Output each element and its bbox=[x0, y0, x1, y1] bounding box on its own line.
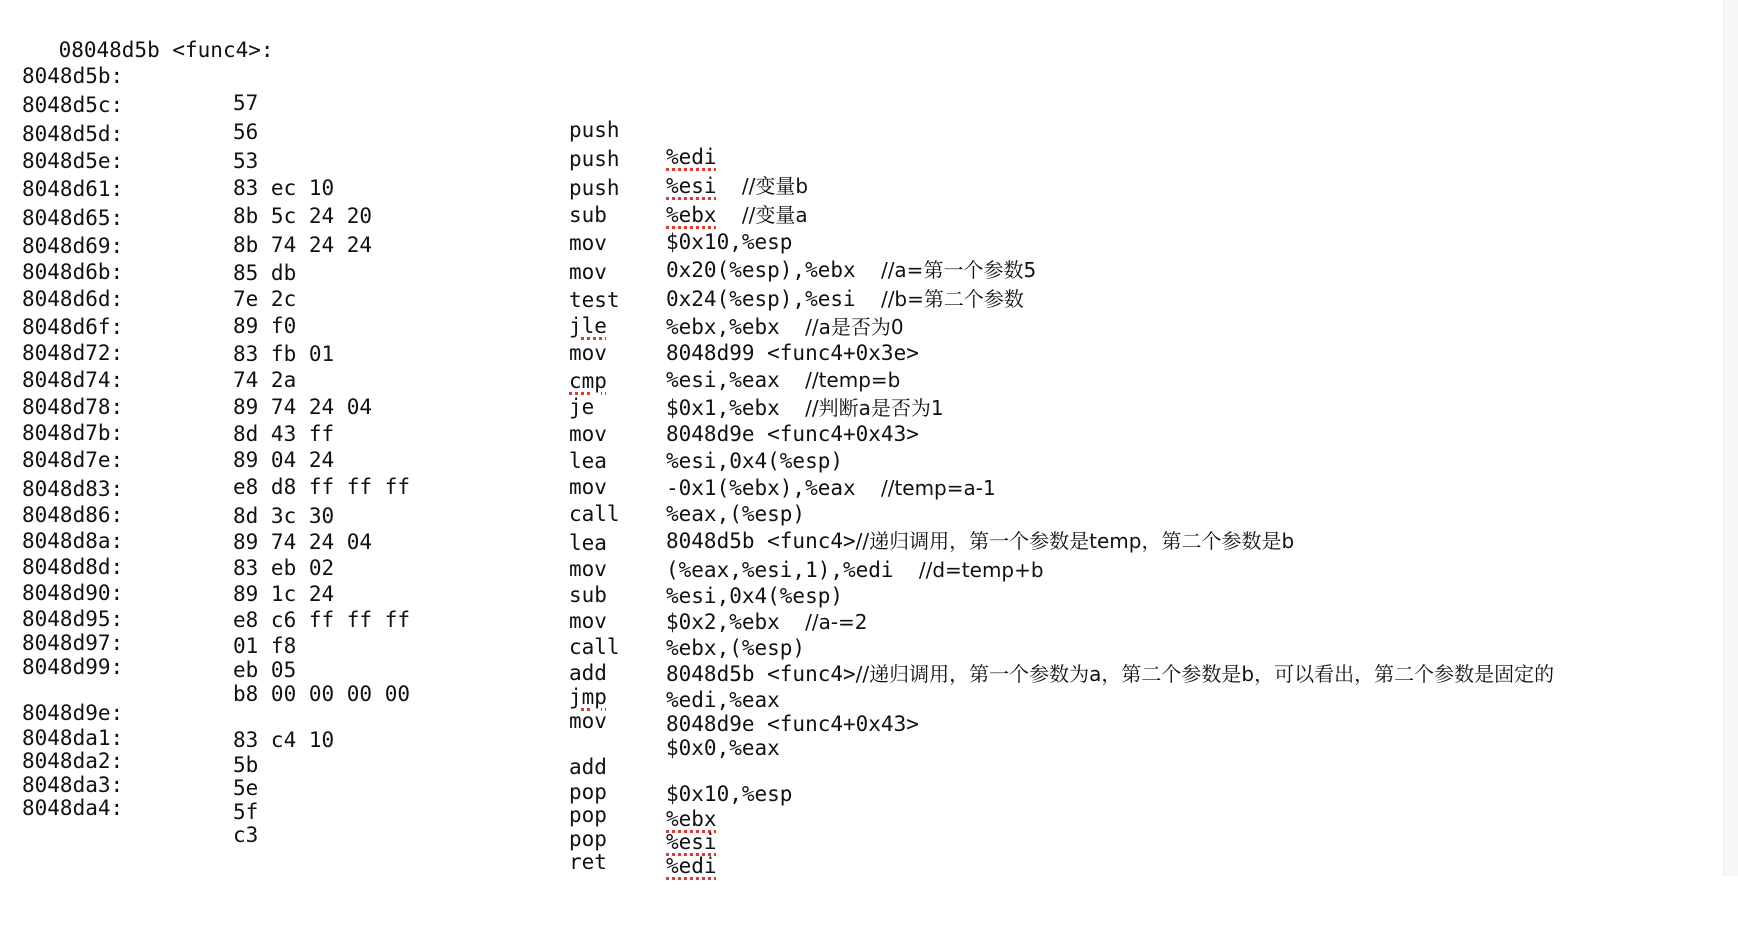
line-operands bbox=[666, 735, 780, 762]
line-address: 8048d65: bbox=[22, 206, 124, 230]
line-address: 8048d72: bbox=[22, 341, 124, 365]
line-bytes: 89 04 24 bbox=[233, 448, 335, 472]
line-mnemonic: pop bbox=[569, 780, 607, 804]
line-address: 8048d7b: bbox=[22, 421, 124, 445]
line-operands bbox=[666, 340, 919, 367]
line-operands bbox=[666, 583, 843, 610]
line-operands bbox=[666, 229, 792, 256]
line-comment: //变量b bbox=[741, 174, 809, 198]
operand-text: 8048d9e <func4+0x43> bbox=[666, 422, 919, 446]
operand-text: $0x1,%ebx bbox=[666, 396, 780, 420]
operand-text: $0x0,%eax bbox=[666, 736, 780, 760]
line-address: 8048d7e: bbox=[22, 448, 124, 472]
line-operands bbox=[666, 395, 944, 422]
line-mnemonic: mov bbox=[569, 260, 607, 284]
operand-text: %esi,0x4(%esp) bbox=[666, 584, 844, 608]
operand-text: $0x2,%ebx bbox=[666, 610, 780, 634]
line-mnemonic: test bbox=[569, 288, 620, 312]
line-comment: //b=第二个参数 bbox=[880, 287, 1024, 311]
line-address: 8048da2: bbox=[22, 749, 124, 773]
line-mnemonic: sub bbox=[569, 583, 607, 607]
line-address: 8048d9e: bbox=[22, 701, 124, 725]
line-bytes: 89 74 24 04 bbox=[233, 530, 373, 554]
operand-text: %ebx,%ebx bbox=[666, 315, 780, 339]
line-mnemonic: push bbox=[569, 118, 620, 142]
line-mnemonic: jle bbox=[569, 314, 607, 338]
line-comment: //判断a是否为1 bbox=[805, 396, 944, 420]
operand-text: 8048d99 <func4+0x3e> bbox=[666, 341, 919, 365]
line-bytes: b8 00 00 00 00 bbox=[233, 682, 411, 706]
line-bytes: 89 1c 24 bbox=[233, 582, 335, 606]
line-address: 8048d6f: bbox=[22, 315, 124, 339]
line-comment: //temp=a-1 bbox=[880, 476, 996, 500]
line-bytes: 8b 5c 24 20 bbox=[233, 204, 373, 228]
line-bytes: 7e 2c bbox=[233, 287, 297, 311]
line-operands bbox=[666, 661, 1554, 688]
line-mnemonic: mov bbox=[569, 422, 607, 446]
line-mnemonic: call bbox=[569, 635, 620, 659]
line-address: 8048d61: bbox=[22, 177, 124, 201]
line-mnemonic: pop bbox=[569, 803, 607, 827]
line-comment: //a-=2 bbox=[805, 610, 868, 634]
operand-text: -0x1(%ebx),%eax bbox=[666, 476, 856, 500]
operand-text: %ebx bbox=[666, 203, 717, 227]
line-address: 8048d69: bbox=[22, 234, 124, 258]
line-address: 8048d97: bbox=[22, 631, 124, 655]
line-operands bbox=[666, 286, 1024, 313]
line-bytes: 53 bbox=[233, 149, 259, 173]
operand-text: $0x10,%esp bbox=[666, 782, 793, 806]
line-bytes: 57 bbox=[233, 91, 259, 115]
line-mnemonic: push bbox=[569, 176, 620, 200]
line-address: 8048d99: bbox=[22, 655, 124, 679]
operand-text: %edi bbox=[666, 854, 717, 878]
operand-text: %esi bbox=[666, 174, 717, 198]
line-address: 8048d5b: bbox=[22, 64, 124, 88]
line-mnemonic: pop bbox=[569, 827, 607, 851]
operand-text: 0x24(%esp),%esi bbox=[666, 287, 856, 311]
line-operands bbox=[666, 557, 1044, 584]
line-bytes: 5f bbox=[233, 800, 259, 824]
line-address: 8048d8d: bbox=[22, 555, 124, 579]
line-address: 8048d8a: bbox=[22, 529, 124, 553]
line-operands bbox=[666, 711, 919, 738]
operand-text: %ebx bbox=[666, 807, 717, 831]
line-mnemonic: mov bbox=[569, 557, 607, 581]
line-address: 8048d86: bbox=[22, 503, 124, 527]
line-mnemonic: call bbox=[569, 502, 620, 526]
line-address: 8048d90: bbox=[22, 581, 124, 605]
line-mnemonic: cmp bbox=[569, 369, 607, 393]
line-operands bbox=[666, 144, 717, 171]
line-operands bbox=[666, 448, 843, 475]
header-text: 08048d5b <func4>: bbox=[58, 38, 274, 62]
line-address: 8048d95: bbox=[22, 607, 124, 631]
operand-text: %esi bbox=[666, 830, 717, 854]
operand-text: %edi bbox=[666, 145, 717, 169]
line-mnemonic: lea bbox=[569, 449, 607, 473]
line-address: 8048d5d: bbox=[22, 122, 124, 146]
line-address: 8048da3: bbox=[22, 773, 124, 797]
line-mnemonic: mov bbox=[569, 231, 607, 255]
line-mnemonic: je bbox=[569, 395, 595, 419]
line-bytes: 56 bbox=[233, 120, 259, 144]
line-address: 8048da1: bbox=[22, 726, 124, 750]
line-operands bbox=[666, 829, 717, 856]
line-comment: //a是否为0 bbox=[805, 315, 904, 339]
line-mnemonic: add bbox=[569, 755, 607, 779]
line-operands bbox=[666, 635, 805, 662]
line-bytes: 5b bbox=[233, 753, 259, 777]
line-bytes: 83 fb 01 bbox=[233, 342, 335, 366]
operand-text: %esi,%eax bbox=[666, 368, 780, 392]
line-bytes: e8 d8 ff ff ff bbox=[233, 475, 411, 499]
line-bytes: 83 c4 10 bbox=[233, 728, 335, 752]
line-mnemonic: sub bbox=[569, 203, 607, 227]
line-comment: //递归调用，第一个参数为a，第二个参数是b，可以看出，第二个参数是固定的 bbox=[855, 662, 1555, 686]
line-mnemonic: lea bbox=[569, 531, 607, 555]
line-mnemonic: mov bbox=[569, 475, 607, 499]
line-address: 8048d5e: bbox=[22, 149, 124, 173]
line-mnemonic: add bbox=[569, 661, 607, 685]
vertical-scrollbar[interactable] bbox=[1723, 0, 1738, 876]
line-operands bbox=[666, 202, 808, 229]
line-address: 8048d83: bbox=[22, 477, 124, 501]
line-operands bbox=[666, 501, 805, 528]
line-operands bbox=[666, 314, 904, 341]
line-bytes: 89 f0 bbox=[233, 314, 297, 338]
line-bytes: 5e bbox=[233, 776, 259, 800]
operand-text: 8048d5b <func4> bbox=[666, 529, 856, 553]
line-bytes: 01 f8 bbox=[233, 634, 297, 658]
line-comment: //变量a bbox=[741, 203, 808, 227]
line-operands bbox=[666, 173, 808, 200]
line-mnemonic: ret bbox=[569, 850, 607, 874]
line-bytes: 8b 74 24 24 bbox=[233, 233, 373, 257]
operand-text: %esi,0x4(%esp) bbox=[666, 449, 844, 473]
operand-text: 8048d9e <func4+0x43> bbox=[666, 712, 919, 736]
line-bytes: 89 74 24 04 bbox=[233, 395, 373, 419]
line-address: 8048d6d: bbox=[22, 287, 124, 311]
line-operands bbox=[666, 687, 780, 714]
operand-text: $0x10,%esp bbox=[666, 230, 793, 254]
line-bytes: eb 05 bbox=[233, 658, 297, 682]
line-mnemonic: push bbox=[569, 147, 620, 171]
operand-text: 8048d5b <func4> bbox=[666, 662, 856, 686]
line-bytes: 8d 3c 30 bbox=[233, 504, 335, 528]
line-address: 8048da4: bbox=[22, 796, 124, 820]
line-mnemonic: mov bbox=[569, 709, 607, 733]
line-bytes: e8 c6 ff ff ff bbox=[233, 608, 411, 632]
operand-text: %edi,%eax bbox=[666, 688, 780, 712]
operand-text: (%eax,%esi,1),%edi bbox=[666, 558, 894, 582]
line-mnemonic: jmp bbox=[569, 685, 607, 709]
line-operands bbox=[666, 781, 792, 808]
line-operands bbox=[666, 367, 900, 394]
line-address: 8048d6b: bbox=[22, 260, 124, 284]
line-address: 8048d78: bbox=[22, 395, 124, 419]
line-bytes: 83 ec 10 bbox=[233, 176, 335, 200]
line-bytes: 83 eb 02 bbox=[233, 556, 335, 580]
line-comment: //递归调用，第一个参数是temp，第二个参数是b bbox=[855, 529, 1295, 553]
line-operands bbox=[666, 475, 996, 502]
line-comment: //temp=b bbox=[805, 368, 901, 392]
line-operands bbox=[666, 257, 1036, 284]
line-operands bbox=[666, 421, 919, 448]
operand-text: %ebx,(%esp) bbox=[666, 636, 806, 660]
line-operands bbox=[666, 528, 1294, 555]
line-bytes: 8d 43 ff bbox=[233, 422, 335, 446]
line-bytes: 85 db bbox=[233, 261, 297, 285]
line-mnemonic: mov bbox=[569, 609, 607, 633]
line-comment: //d=temp+b bbox=[918, 558, 1044, 582]
operand-text: 0x20(%esp),%ebx bbox=[666, 258, 856, 282]
line-address: 8048d5c: bbox=[22, 93, 124, 117]
operand-text: %eax,(%esp) bbox=[666, 502, 806, 526]
line-comment: //a=第一个参数5 bbox=[880, 258, 1037, 282]
line-operands bbox=[666, 609, 868, 636]
line-mnemonic: mov bbox=[569, 341, 607, 365]
line-bytes: 74 2a bbox=[233, 368, 297, 392]
line-address: 8048d74: bbox=[22, 368, 124, 392]
line-bytes: c3 bbox=[233, 823, 259, 847]
